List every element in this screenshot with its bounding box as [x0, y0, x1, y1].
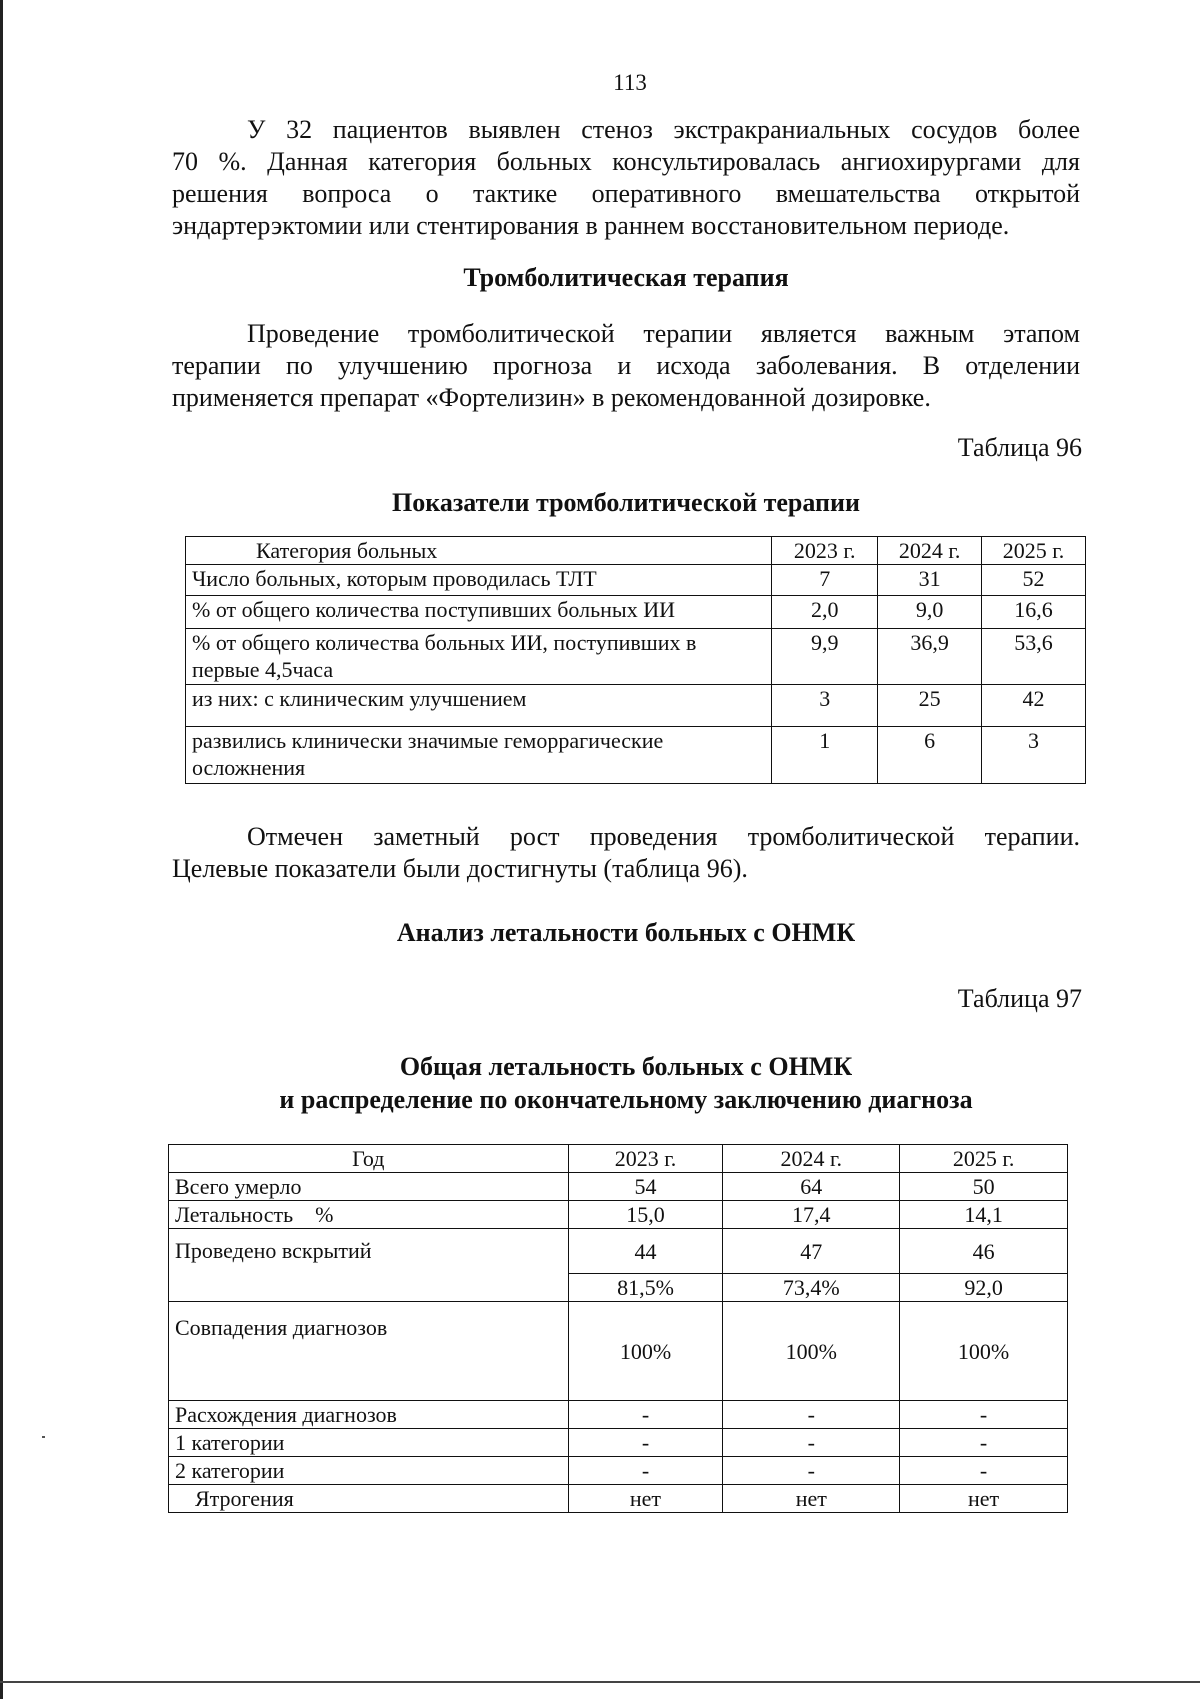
row-label: % от общего количества больных ИИ, поступивших в первые 4,5часа [186, 629, 772, 685]
table-row-mortality [169, 1201, 1068, 1229]
scan-speck [42, 1436, 45, 1438]
row-label: 1 категории [169, 1429, 569, 1457]
header-2025: 2025 г. [982, 537, 1086, 565]
conclusion-paragraph [172, 821, 1080, 885]
section-title-mortality: Анализ летальности больных с ОНМК [396, 918, 856, 947]
cell-2023: 3 [772, 685, 878, 727]
cell-2023: 81,5% [568, 1274, 723, 1302]
header-year: Год [169, 1145, 569, 1173]
table-row-matches [169, 1302, 1068, 1401]
cell-2024: 73,4% [723, 1274, 900, 1302]
cell-2023: 44 [568, 1229, 723, 1274]
table-row-deaths [169, 1173, 1068, 1201]
cell-2023: 2,0 [772, 596, 878, 629]
page-number: 113 [613, 70, 647, 95]
cell-2024: - [723, 1457, 900, 1485]
cell-2023: - [568, 1429, 723, 1457]
table-header-row [169, 1145, 1068, 1173]
table-96-title: Показатели тромболитической терапии [392, 488, 860, 517]
row-label: Летальность % [169, 1201, 569, 1229]
cell-2025: - [900, 1401, 1068, 1429]
cell-2025: 42 [982, 685, 1086, 727]
paragraph-line: У 32 пациентов выявлен стеноз экстракраниальных сосудов более [247, 115, 1080, 144]
table-97-label: Таблица 97 [957, 984, 1082, 1013]
cell-2023: 15,0 [568, 1201, 723, 1229]
cell-2025: 3 [982, 727, 1086, 784]
header-category: Категория больных [186, 537, 772, 565]
cell-2025: 52 [982, 565, 1086, 596]
row-label: % от общего количества поступивших больных ИИ [186, 596, 772, 629]
table-97-title-line1: Общая летальность больных с ОНМК [399, 1052, 853, 1081]
cell-2024: нет [723, 1485, 900, 1513]
cell-2023: нет [568, 1485, 723, 1513]
scan-left-edge [0, 0, 3, 1699]
cell-2023: - [568, 1457, 723, 1485]
paragraph-line: Целевые показатели были достигнуты (таблица 96). [172, 854, 748, 883]
cell-2023: 100% [568, 1302, 723, 1401]
paragraph-line: применяется препарат «Фортелизин» в рекомендованной дозировке. [172, 383, 931, 412]
cell-2025: - [900, 1429, 1068, 1457]
header-2024: 2024 г. [878, 537, 982, 565]
table-row-iatrogeny [169, 1485, 1068, 1513]
cell-2024: 100% [723, 1302, 900, 1401]
table-row-category2 [169, 1457, 1068, 1485]
table-96-label: Таблица 96 [957, 433, 1082, 462]
header-2025: 2025 г. [900, 1145, 1068, 1173]
table-97-title-line2: и распределение по окончательному заключению диагноза [279, 1085, 973, 1114]
row-label: 2 категории [169, 1457, 569, 1485]
cell-2024: 64 [723, 1173, 900, 1201]
cell-2025: 92,0 [900, 1274, 1068, 1302]
paragraph-line: Проведение тромболитической терапии является важным этапом [247, 319, 1080, 348]
cell-2025: 16,6 [982, 596, 1086, 629]
paragraph-line: 70 %. Данная категория больных консультировалась ангиохирургами для [172, 147, 1080, 176]
cell-2025: 14,1 [900, 1201, 1068, 1229]
paragraph-line: эндартерэктомии или стентирования в раннем восстановительном периоде. [172, 211, 1010, 240]
intro-paragraph [172, 114, 1080, 242]
cell-2024: 17,4 [723, 1201, 900, 1229]
cell-2023: - [568, 1401, 723, 1429]
table-row [186, 629, 1086, 685]
header-2023: 2023 г. [772, 537, 878, 565]
scan-bottom-line [0, 1681, 1200, 1683]
paragraph-line: решения вопроса о тактике оперативного вмешательства открытой [172, 179, 1080, 208]
cell-2024: 47 [723, 1229, 900, 1274]
section-title-thrombolytic: Тромболитическая терапия [463, 263, 789, 292]
table-row [186, 685, 1086, 727]
cell-2025: 100% [900, 1302, 1068, 1401]
table-row-discrepancies [169, 1401, 1068, 1429]
cell-2025: 53,6 [982, 629, 1086, 685]
table-97 [168, 1144, 1068, 1513]
table-row-autopsies [169, 1229, 1068, 1274]
cell-2023: 1 [772, 727, 878, 784]
table-row-category1 [169, 1429, 1068, 1457]
cell-2023: 54 [568, 1173, 723, 1201]
thrombolytic-paragraph [172, 318, 1080, 414]
row-label: Ятрогения [169, 1485, 569, 1513]
row-label: Совпадения диагнозов [169, 1302, 569, 1401]
cell-2025: - [900, 1457, 1068, 1485]
cell-2023: 9,9 [772, 629, 878, 685]
cell-2024: 9,0 [878, 596, 982, 629]
table-header-row [186, 537, 1086, 565]
row-label: Проведено вскрытий [169, 1229, 569, 1302]
cell-2024: - [723, 1429, 900, 1457]
table-row [186, 727, 1086, 784]
row-label: развились клинически значимые геморрагические осложнения [186, 727, 772, 784]
cell-2025: 46 [900, 1229, 1068, 1274]
table-row [186, 565, 1086, 596]
paragraph-line: терапии по улучшению прогноза и исхода заболевания. В отделении [172, 351, 1080, 380]
header-2024: 2024 г. [723, 1145, 900, 1173]
table-96 [185, 536, 1086, 784]
row-label: Расхождения диагнозов [169, 1401, 569, 1429]
cell-2024: 31 [878, 565, 982, 596]
header-2023: 2023 г. [568, 1145, 723, 1173]
table-row [186, 596, 1086, 629]
cell-2024: - [723, 1401, 900, 1429]
cell-2024: 36,9 [878, 629, 982, 685]
row-label: Число больных, которым проводилась ТЛТ [186, 565, 772, 596]
cell-2025: 50 [900, 1173, 1068, 1201]
cell-2023: 7 [772, 565, 878, 596]
paragraph-line: Отмечен заметный рост проведения тромболитической терапии. [247, 822, 1080, 851]
row-label: из них: с клиническим улучшением [186, 685, 772, 727]
row-label: Всего умерло [169, 1173, 569, 1201]
cell-2025: нет [900, 1485, 1068, 1513]
cell-2024: 6 [878, 727, 982, 784]
cell-2024: 25 [878, 685, 982, 727]
